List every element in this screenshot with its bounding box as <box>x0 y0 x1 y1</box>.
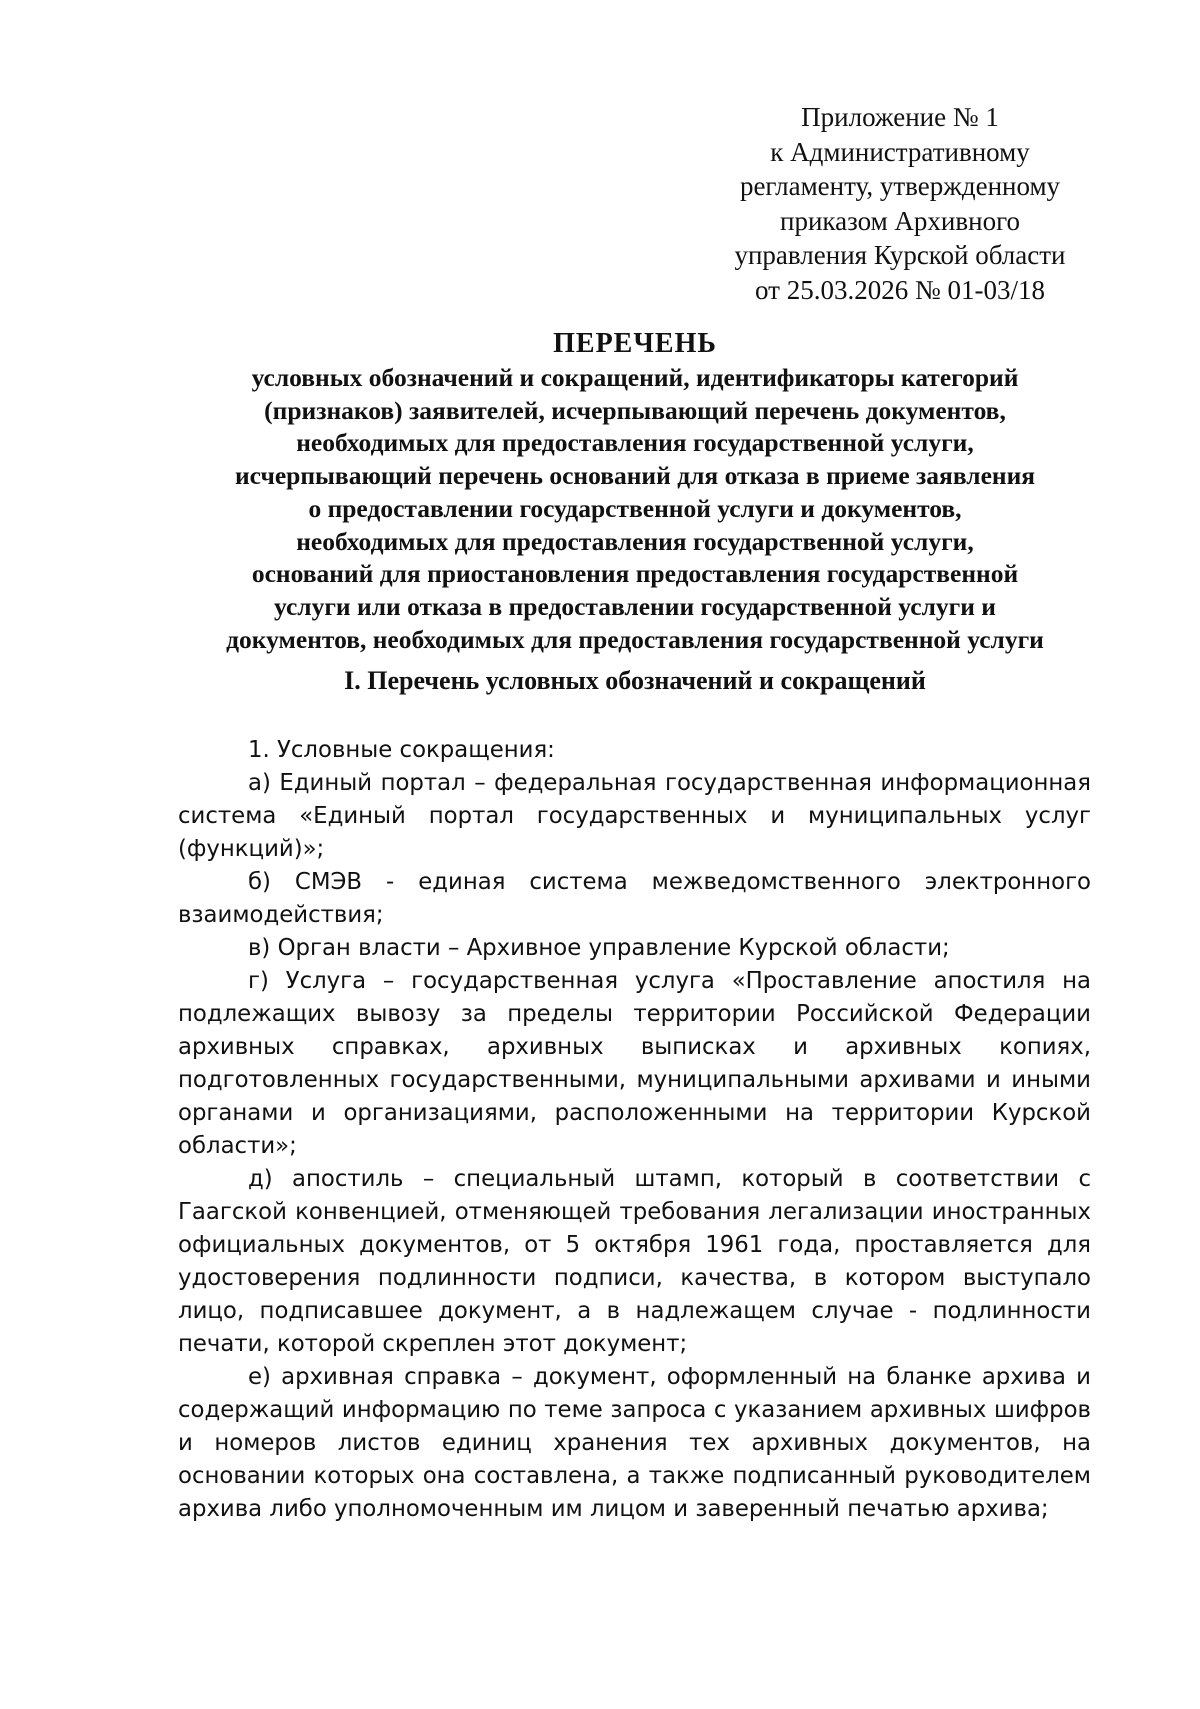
section-title: I. Перечень условных обозначений и сокращений <box>344 666 926 695</box>
heading-subtitle-line: (признаков) заявителей, исчерпывающий перечень документов, <box>264 395 1006 425</box>
appendix-line: к Административному <box>770 136 1030 167</box>
appendix-line: от 25.03.2026 № 01-03/18 <box>755 274 1045 305</box>
body-item-e: е) архивная справка – документ, оформленный на бланке архива и содержащий информацию по теме запроса с указанием архивных шифров и номеров листов единиц хранения тех архивных документов, на основании которых она составлена, а также подписанный руководителем архива либо уполномоченным им лицом и заверенный печатью архива; <box>178 1364 1091 1522</box>
appendix-line: приказом Архивного <box>780 205 1020 236</box>
heading-title: ПЕРЕЧЕНЬ <box>553 328 717 359</box>
appendix-line: управления Курской области <box>734 240 1066 270</box>
appendix-block <box>700 100 1100 307</box>
heading-subtitle-line: услуги или отказа в предоставлении государственной услуги и <box>274 591 996 621</box>
appendix-line: Приложение № 1 <box>801 102 999 132</box>
body-item-v: в) Орган власти – Архивное управление Курской области; <box>248 935 950 961</box>
body-item-d: д) апостиль – специальный штамп, который в соответствии с Гаагской конвенцией, отменяющей требования легализации иностранных официальных документов, от 5 октября 1961 года, проставляется для удостоверения подлинности подписи, качества, в котором выступало лицо, подписавшее документ, а в надлежащем случае - подлинности печати, которой скреплен этот документ; <box>178 1166 1091 1357</box>
heading-subtitle-line: исчерпывающий перечень оснований для отказа в приеме заявления <box>234 461 1036 491</box>
body-item-g: г) Услуга – государственная услуга «Проставление апостиля на подлежащих вывозу за пределы территории Российской Федерации архивных справках, архивных выписках и архивных копиях, подготовленных государственными, муниципальными архивами и иными органами и организациями, расположенными на территории Курской области»; <box>178 968 1091 1159</box>
heading-subtitle-line: условных обозначений и сокращений, идентификаторы категорий <box>251 363 1019 392</box>
heading-subtitle-line: о предоставлении государственной услуги и документов, <box>308 493 962 523</box>
document-heading <box>170 326 1100 656</box>
heading-subtitle-line: документов, необходимых для предоставления государственной услуги <box>226 624 1044 654</box>
body-item-a: а) Единый портал – федеральная государственная информационная система «Единый портал государственных и муниципальных услуг (функций)»; <box>178 770 1091 862</box>
heading-subtitle-line: оснований для приостановления предоставления государственной <box>251 559 1019 589</box>
body-text <box>178 734 1091 1526</box>
heading-subtitle-line: необходимых для предоставления государственной услуги, <box>296 428 974 458</box>
appendix-line: регламенту, утвержденному <box>739 171 1061 201</box>
heading-subtitle-line: необходимых для предоставления государственной услуги, <box>296 526 974 556</box>
body-item-b: б) СМЭВ - единая система межведомственного электронного взаимодействия; <box>178 869 1091 928</box>
body-intro: 1. Условные сокращения: <box>248 737 555 763</box>
